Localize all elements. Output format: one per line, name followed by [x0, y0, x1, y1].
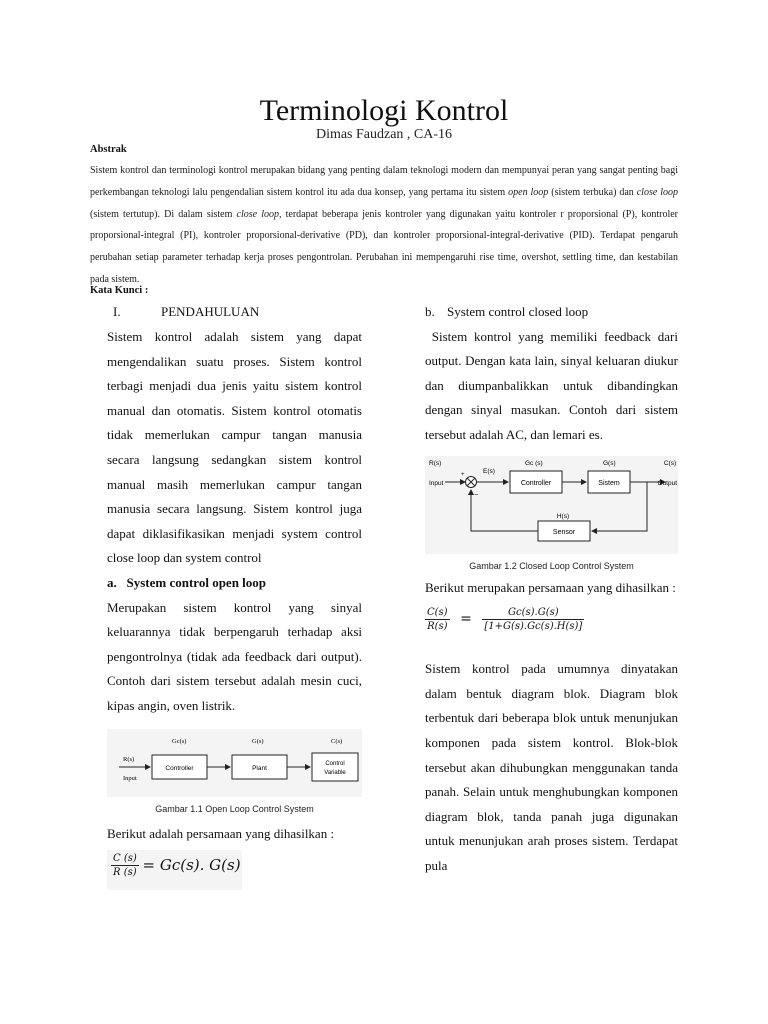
section-heading [107, 300, 362, 325]
subsection-closed-loop-heading [425, 300, 678, 325]
eq1-rhs: = Gc(s). G(s) [142, 856, 241, 875]
paper-title: Terminologi Kontrol [259, 94, 509, 127]
fig2-e-label: E(s) [483, 467, 495, 475]
block-diagram-paragraph: Sistem kontrol pada umumnya dinyatakan dalam bentuk diagram blok. Diagram blok terbentuk dari beberapa blok untuk menunjukan komponen pada sistem kontrol. Blok-blok tersebut akan dihubungkan menggunakan tanda panah. Selain untuk menghubungkan komponen diagram blok, tanda panah juga digunakan untuk menunjukan arah proses sistem. Terdapat pula [425, 661, 678, 873]
section-title: PENDAHULUAN [161, 304, 260, 319]
eq2-rhs-numerator: Gc(s).G(s) [482, 606, 584, 620]
closed-loop-paragraph: Sistem kontrol yang memiliki feedback dari output. Dengan kata lain, sinyal keluaran diukur dan diumpanbalikkan untuk dibandingkan dengan sinyal masukan. Contoh dari sistem tersebut adalah AC, dan lemari es. [425, 328, 678, 442]
abstract-text-part: (sistem terbuka) dan [548, 186, 637, 198]
eq2-lhs-numerator: C(s) [427, 607, 448, 619]
eq2-rhs-denominator: [1+G(s).Gc(s).H(s)] [484, 621, 583, 633]
subsection-b-label: b. [425, 304, 435, 319]
fig2-c-label: C(s) [663, 459, 677, 467]
abstract-text-part: Sistem kontrol dan terminologi kontrol merupakan bidang yang penting dalam teknologi modern dan mempunyai peran yang sangat penting bagi perkembangan teknologi lalu pengendalian sistem kontrol itu ada dua konsep, yang pertama itu sistem [90, 165, 678, 198]
eq2-equals: = [460, 611, 472, 628]
fig2-output-label: Output [657, 479, 677, 487]
fig2-gc-label: Gc (s) [525, 459, 543, 467]
equation-2-intro: Berikut merupakan persamaan yang dihasilkan : [425, 579, 676, 595]
left-column [107, 300, 362, 890]
eq1-fraction [111, 852, 139, 879]
fig2-input-label: Input [429, 479, 444, 487]
closed-loop-diagram [425, 456, 678, 554]
subsection-open-loop-heading: a. System control open loop [107, 574, 267, 590]
abstract-emphasis: open loop [508, 186, 549, 198]
equation-1 [107, 850, 242, 890]
figure-closed-loop [425, 456, 678, 554]
right-column [425, 300, 678, 879]
author-line: Dimas Faudzan , CA-16 [315, 127, 453, 142]
abstract-text-part: terdapat beberapa jenis kontroler yang digunakan yaitu kontroler r proporsional (P), kontroler proporsional-integral (PI), kontroler proporsional-derivative (PD), dan kontroler proporsional-integral-derivative (PID). Terdapat pengaruh perubahan setiap parameter terhadap kerja proses pengontrolan. Perubahan ini mempengaruhi rise time, overshot, settling time, dan kestabilan pada sistem. [90, 208, 678, 285]
eq2-rhs-fraction [482, 606, 584, 633]
figure-open-loop [107, 729, 362, 797]
fig2-controller-label: Controller [520, 479, 552, 487]
fig2-sistem-label: Sistem [598, 479, 620, 487]
section-number: I. [113, 304, 121, 319]
abstract-emphasis: close loop [636, 186, 679, 198]
fig2-feedback-path-left [471, 490, 538, 531]
fig1-plant-label: Plant [252, 764, 267, 772]
fig1-block3-line2: Variable [324, 769, 346, 776]
abstract-text-part: (sistem tertutup). Di dalam sistem [90, 208, 237, 220]
eq2-lhs-fraction [425, 606, 450, 633]
keywords-label: Kata Kunci : [90, 285, 149, 296]
fig1-input-label: Input [123, 774, 137, 782]
subsection-b-title: System control closed loop [447, 304, 589, 319]
abstract-emphasis: close loop, [236, 208, 282, 220]
fig2-sensor-label: Sensor [552, 528, 576, 536]
equation-2 [425, 606, 678, 650]
fig2-g-label: G(s) [603, 459, 616, 467]
open-loop-diagram [107, 729, 362, 797]
figure-2-caption: Gambar 1.2 Closed Loop Control System [469, 560, 634, 571]
fig1-block3-line1: Control [325, 760, 345, 767]
fig2-minus-sign: − [474, 491, 479, 499]
fig1-g-label: G(s) [252, 737, 264, 745]
fig1-gc-label: Gc(s) [172, 737, 187, 745]
intro-paragraph: Sistem kontrol adalah sistem yang dapat mengendalikan suatu proses. Sistem kontrol terbagi menjadi dua jenis yaitu sistem kontrol manual dan otomatis. Sistem kontrol otomatis tidak memerlukan campur tangan manusia secara langsung sedangkan sistem kontrol manual masih memerlukan campur tangan manusia secara langsung. Sistem kontrol juga dapat diklasifikasikan menjadi system control close loop dan system control [107, 329, 362, 566]
fig2-h-label: H(s) [556, 512, 570, 520]
abstract-body [90, 160, 678, 291]
fig1-controller-label: Controller [165, 764, 194, 772]
fig1-control-variable-block [312, 753, 358, 781]
eq1-numerator: C (s) [113, 853, 137, 865]
fig2-r-label: R(s) [429, 459, 442, 467]
equation-1-intro: Berikut adalah persamaan yang dihasilkan : [107, 825, 335, 841]
fig1-c-label: C(s) [331, 737, 343, 745]
fig2-plus-sign: + [461, 471, 465, 478]
eq2-lhs-denominator: R(s) [427, 621, 448, 633]
eq1-denominator: R (s) [113, 867, 137, 879]
abstract-heading: Abstrak [90, 144, 127, 155]
fig1-input-signal: R(s) [123, 755, 135, 763]
open-loop-paragraph: Merupakan sistem kontrol yang sinyal keluarannya tidak berpengaruh terhadap aksi pengontrolnya (tidak ada feedback dari output). Contoh dari sistem tersebut adalah mesin cuci, kipas angin, oven listrik. [107, 599, 362, 713]
figure-1-caption: Gambar 1.1 Open Loop Control System [155, 803, 314, 814]
